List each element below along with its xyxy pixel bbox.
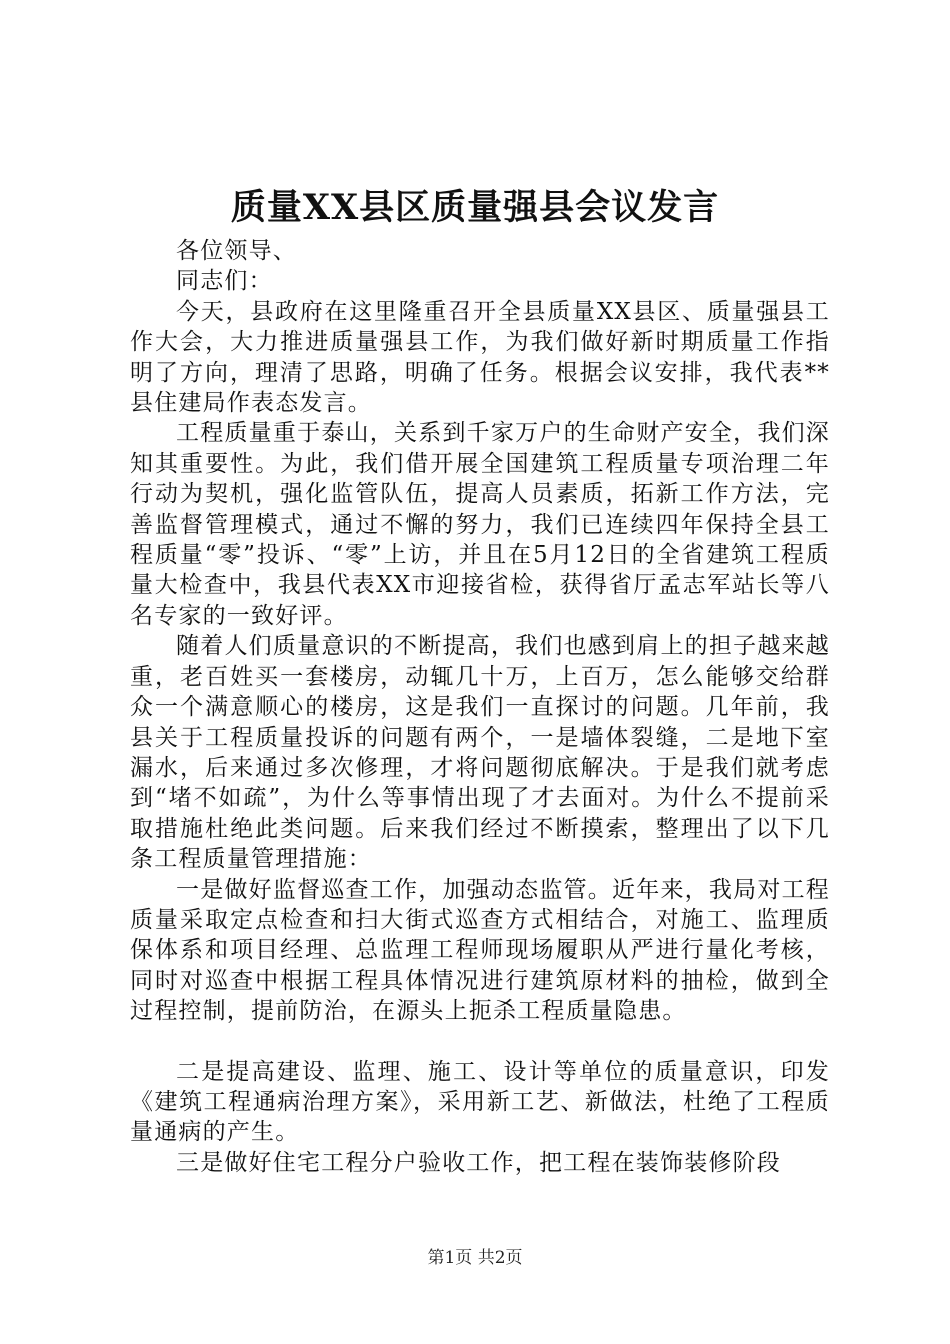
paragraph-measure-2: 二是提高建设、监理、施工、设计等单位的质量意识，印发《建筑工程通病治理方案》，采用新工艺、新做法，杜绝了工程质量通病的产生。 bbox=[130, 1058, 830, 1146]
salutation-line-1: 各位领导、 bbox=[176, 238, 297, 264]
salutation-line-2: 同志们： bbox=[176, 268, 273, 295]
document-title: 质量XX县区质量强县会议发言 bbox=[230, 187, 720, 228]
page-number-footer: 第1页 共2页 bbox=[427, 1248, 523, 1268]
paragraph-quality-awareness: 随着人们质量意识的不断提高，我们也感到肩上的担子越来越重，老百姓买一套楼房，动辄几十万，上百万，怎么能够交给群众一个满意顺心的楼房，这是我们一直探讨的问题。几年前，我县关于工程质量投诉的问题有两个，一是墙体裂缝，二是地下室漏水，后来通过多次修理，才将问题彻底解决。于是我们就考虑到“堵不如疏”，为什么等事情出现了才去面对。为什么不提前采取措施杜绝此类问题。后来我们经过不断摸索，整理出了以下几条工程质量管理措施： bbox=[130, 633, 830, 873]
paragraph-quality-importance: 工程质量重于泰山，关系到千家万户的生命财产安全，我们深知其重要性。为此，我们借开展全国建筑工程质量专项治理二年行动为契机，强化监管队伍，提高人员素质，拓新工作方法，完善监督管理模式，通过不懈的努力，我们已连续四年保持全县工程质量“零”投诉、“零”上访，并且在5月12日的全省建筑工程质量大检查中，我县代表XX市迎接省检，获得省厅孟志军站长等八名专家的一致好评。 bbox=[130, 420, 830, 629]
paragraph-measure-1: 一是做好监督巡查工作，加强动态监管。近年来，我局对工程质量采取定点检查和扫大街式巡查方式相结合，对施工、监理质保体系和项目经理、总监理工程师现场履职从严进行量化考核，同时对巡查中根据工程具体情况进行建筑原材料的抽检，做到全过程控制，提前防治，在源头上扼杀工程质量隐患。 bbox=[130, 876, 830, 1025]
paragraph-measure-3: 三是做好住宅工程分户验收工作，把工程在装饰装修阶段 bbox=[176, 1149, 781, 1176]
paragraph-opening: 今天，县政府在这里隆重召开全县质量XX县区、质量强县工作大会，大力推进质量强县工作，为我们做好新时期质量工作指明了方向，理清了思路，明确了任务。根据会议安排，我代表**县住建局作表态发言。 bbox=[130, 298, 830, 417]
document-body bbox=[130, 236, 830, 1178]
